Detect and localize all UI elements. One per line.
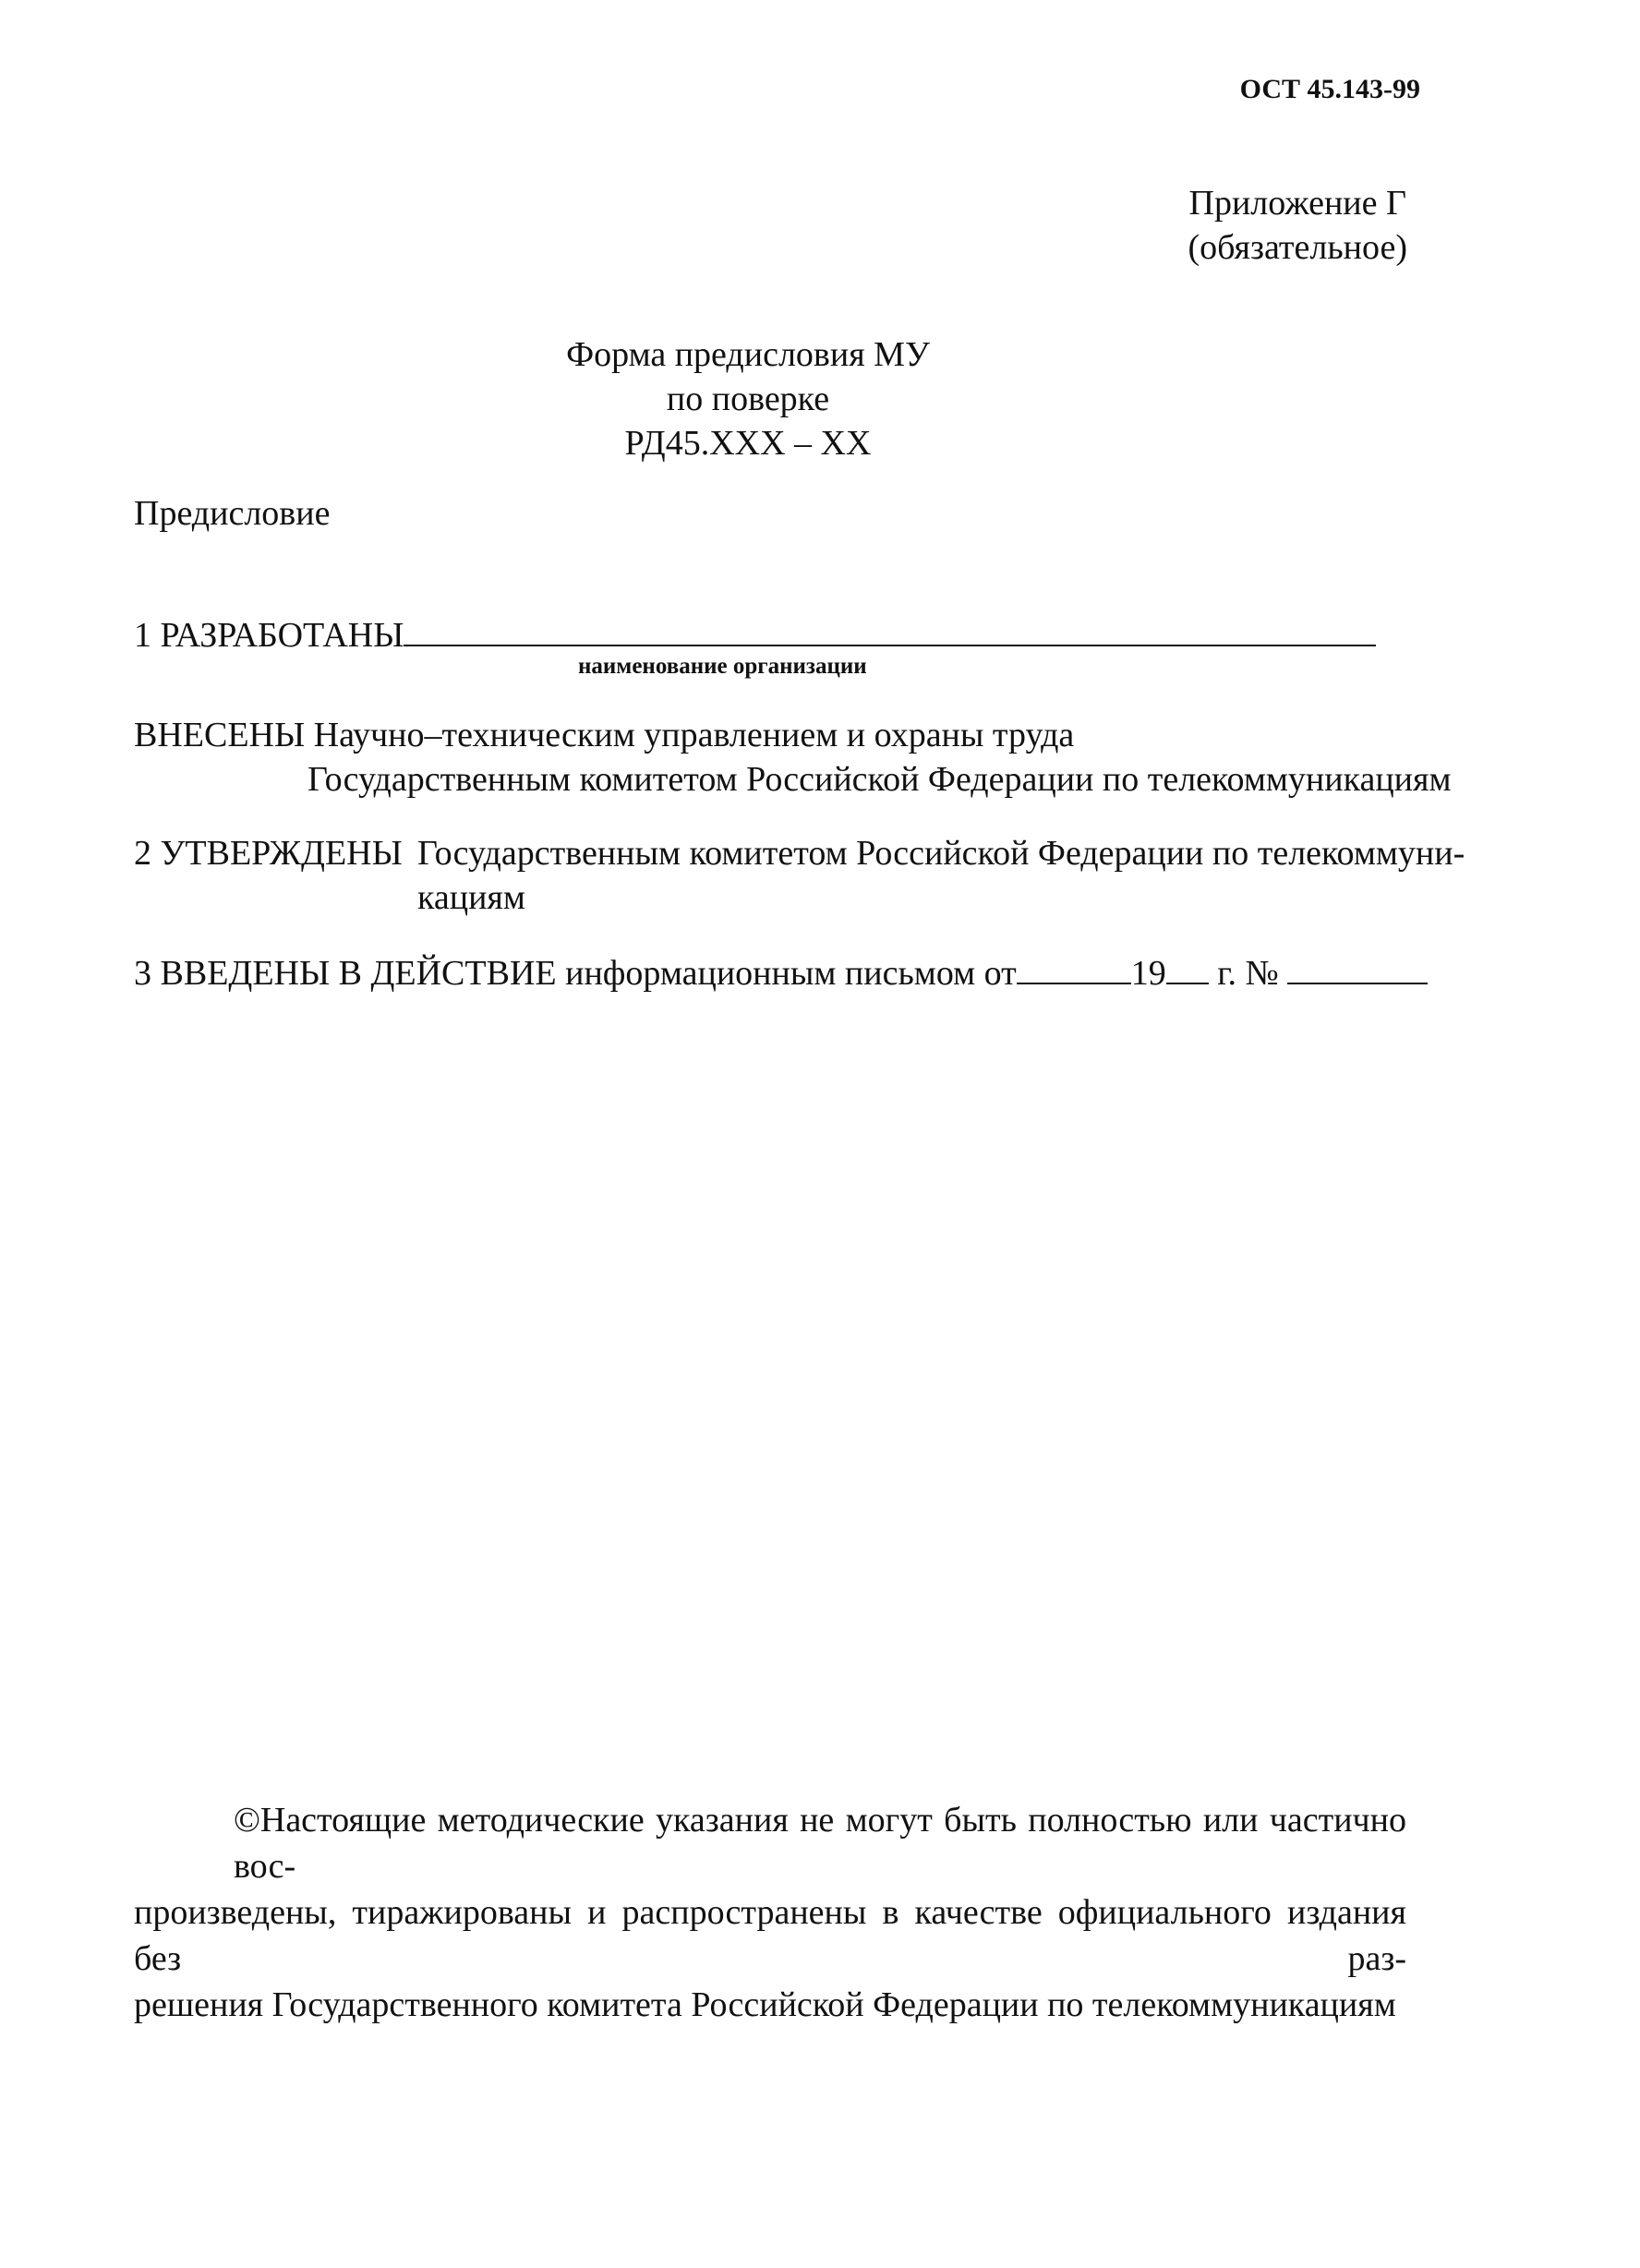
preface-heading: Предисловие <box>134 494 331 533</box>
submitted-line-2: Государственным комитетом Российской Федерации по телекоммуникациям <box>308 760 1452 799</box>
year-blank-line <box>1166 949 1209 984</box>
submitted-row <box>134 713 1074 757</box>
appendix-block <box>1188 181 1408 270</box>
form-title <box>0 332 1496 465</box>
appendix-title: Приложение Г <box>1188 184 1406 223</box>
form-title-line-2: по поверке <box>666 380 830 418</box>
appendix-status: (обязательное) <box>1188 228 1407 267</box>
approved-line-1: Государственным комитетом Российской Федерации по телекоммуни- <box>417 834 1465 873</box>
enacted-label: 3 ВВЕДЕНЫ В ДЕЙСТВИЕ <box>134 954 557 993</box>
copyright-notice-line-3: решения Государственного комитета Российской Федерации по телекоммуникациям <box>134 1985 1396 2024</box>
approved-line-2: кациям <box>417 878 525 917</box>
submitted-label: ВНЕСЕНЫ <box>134 716 306 754</box>
copyright-notice-line-1: ©Настоящие методические указания не могут быть полностью или частично вос- <box>234 1801 1406 1886</box>
developed-label: 1 РАЗРАБОТАНЫ <box>134 616 404 655</box>
approved-label: 2 УТВЕРЖДЕНЫ <box>134 834 403 873</box>
enacted-row <box>134 949 1428 995</box>
enacted-year-prefix: 19 <box>1130 954 1166 993</box>
enacted-text: информационным письмом от <box>565 954 1017 993</box>
copyright-notice-line-2: произведены, тиражированы и распространены в качестве официального издания без раз- <box>134 1893 1406 1978</box>
developed-row <box>134 611 1376 657</box>
document-code: ОСТ 45.143-99 <box>1239 74 1420 104</box>
copyright-notice <box>134 1797 1406 2028</box>
form-title-line-3: РД45.XXX – XX <box>624 424 872 463</box>
enacted-year-suffix: г. № <box>1217 954 1279 993</box>
organization-caption: наименование организации <box>578 654 867 679</box>
organization-blank-line <box>404 611 1376 646</box>
date-blank-line <box>1017 949 1131 984</box>
form-title-line-1: Форма предисловия МУ <box>566 335 930 374</box>
number-blank-line <box>1287 949 1428 984</box>
submitted-line-1: Научно–техническим управлением и охраны труда <box>313 716 1075 754</box>
